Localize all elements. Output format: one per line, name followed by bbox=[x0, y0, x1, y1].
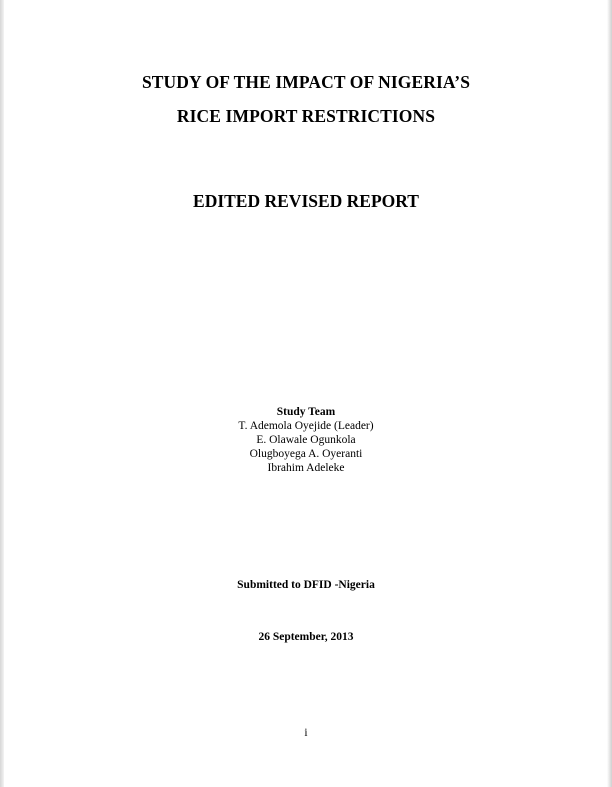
study-team-member: E. Olawale Ogunkola bbox=[256, 434, 356, 446]
report-subtitle: EDITED REVISED REPORT bbox=[193, 191, 419, 211]
study-team-heading: Study Team bbox=[276, 406, 336, 418]
study-team-member: Olugboyega A. Oyeranti bbox=[249, 448, 363, 460]
study-team-member: Ibrahim Adeleke bbox=[267, 462, 345, 474]
study-team-member: T. Ademola Oyejide (Leader) bbox=[238, 420, 374, 432]
submitted-to: Submitted to DFID -Nigeria bbox=[237, 579, 375, 591]
report-title-line-1: STUDY OF THE IMPACT OF NIGERIA’S bbox=[141, 72, 471, 92]
report-date: 26 September, 2013 bbox=[258, 631, 354, 643]
report-title-line-2: RICE IMPORT RESTRICTIONS bbox=[176, 106, 436, 126]
page-number: i bbox=[304, 727, 308, 739]
